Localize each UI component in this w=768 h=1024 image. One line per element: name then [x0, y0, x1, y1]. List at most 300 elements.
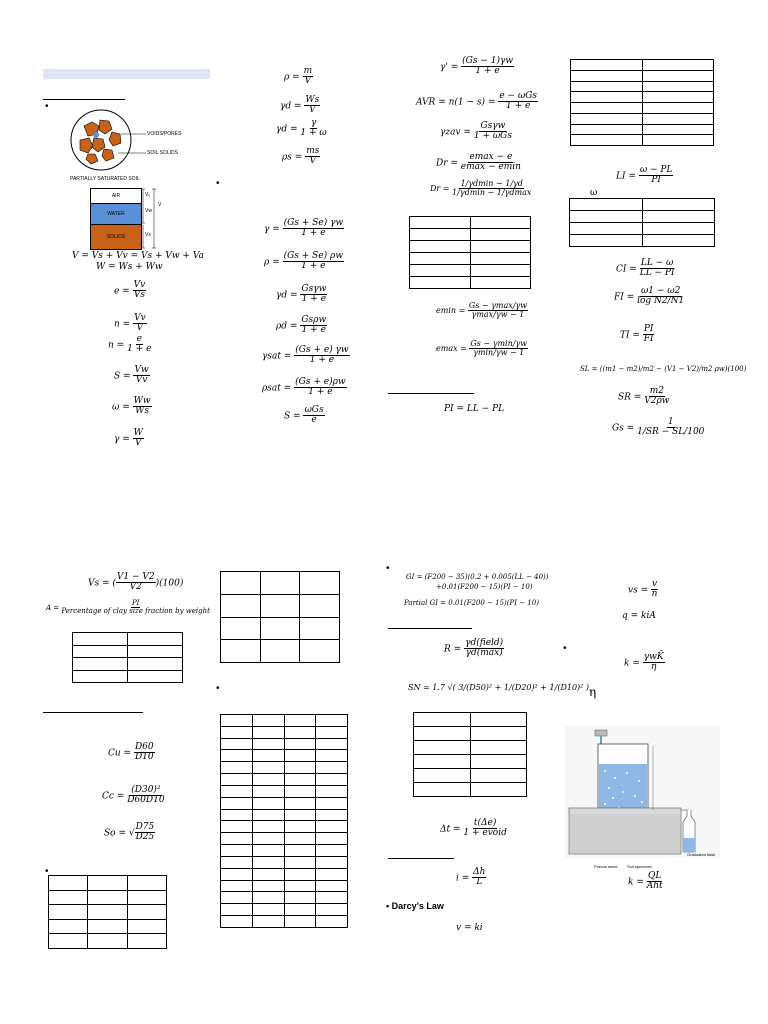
solids-phase-label: SOLIDS [106, 234, 126, 240]
air-label: AIR [111, 193, 121, 199]
table-cell [470, 277, 531, 289]
eq-porosity-e: n = $\frac{e}{1 + e}$ [108, 334, 152, 355]
eq-relative-density-2: Dr = 1/γdmin − 1/γd 1/γdmin − 1/γdmax [430, 179, 532, 198]
table-cell [642, 60, 714, 71]
table-cell [221, 845, 253, 857]
table-cell [221, 785, 253, 797]
eq-gamma-se: γ = $\frac{(Gs + Se) \gamma w}{1 + e}$ [264, 218, 344, 239]
table-cell [88, 876, 127, 891]
eq-shrinkage-vs: Vs = ( $\frac{V1 - V2}{V2}$ )(100) [88, 572, 184, 593]
table-cell [470, 741, 527, 755]
eq-solid-density: ρs = $\frac{ms}{V}$ [282, 146, 320, 167]
eq-relative-density: Dr = emax − e emax − emin [436, 152, 521, 173]
table-cell [316, 845, 348, 857]
table-cell [284, 726, 316, 738]
table-cell [221, 821, 253, 833]
table-cell [571, 124, 643, 135]
table-cell [284, 715, 316, 727]
eta-label: η [589, 685, 597, 699]
table-row [49, 876, 167, 891]
eq-relative-compaction: R = γd(field) γd(max) [444, 638, 504, 659]
table-row [221, 572, 340, 595]
table-cell [470, 229, 531, 241]
table-row [221, 821, 348, 833]
table-row [221, 785, 348, 797]
table-cell [470, 755, 527, 769]
table-row [410, 277, 531, 289]
table-cell [252, 821, 284, 833]
eq-delta-t: Δt = t(Δe) 1 + evoid [440, 818, 507, 839]
table-cell [128, 670, 183, 683]
table-cell [414, 783, 471, 797]
table-cell [470, 241, 531, 253]
table-row [221, 738, 348, 750]
table-cell [316, 821, 348, 833]
table-cell [642, 92, 714, 103]
table-row [414, 755, 527, 769]
eq-density: ρ = $\frac{m}{V}$ [284, 66, 313, 87]
table-cell [127, 934, 166, 949]
table-cell [642, 199, 715, 211]
table-row [414, 769, 527, 783]
table-row [571, 70, 714, 81]
table-cell [284, 833, 316, 845]
table-cell [252, 762, 284, 774]
eq-dry-unit-weight: γd = $\frac{Ws}{V}$ [280, 95, 320, 116]
table-c2a [220, 571, 340, 663]
vw-label: Vw [145, 208, 152, 214]
table-row [221, 750, 348, 762]
table-cell [316, 856, 348, 868]
table-row [221, 892, 348, 904]
table-cell [252, 856, 284, 868]
table-cell [642, 70, 714, 81]
table-row [221, 845, 348, 857]
table-cell [316, 880, 348, 892]
eq-specific-gravity: Gs = $\frac{1}{1/SR - SL/100}$ [612, 417, 705, 438]
table-cell [571, 135, 643, 146]
table-c3a [409, 216, 531, 289]
eq-partial-gi: Partial GI = 0.01(F200 − 15)(PI − 10) [404, 599, 539, 607]
table-cell [221, 868, 253, 880]
table-cell [49, 876, 88, 891]
vv-label: Vᵥ [145, 192, 150, 198]
table-cell [284, 904, 316, 916]
eq-liquidity-index: LI = $\frac{\omega - PL}{PI}$ [616, 165, 673, 186]
table-cell [470, 265, 531, 277]
eq-permeability-constant-head: k = QL Aht [628, 871, 663, 892]
table-cell [221, 809, 253, 821]
table-cell [316, 726, 348, 738]
table-row [414, 783, 527, 797]
table-cell [73, 658, 128, 671]
eq-flow-index: FI = $\frac{\omega 1 - \omega 2}{\text{log N2/N1}}$ [614, 286, 685, 307]
table-c4b [569, 198, 715, 247]
table-row [221, 715, 348, 727]
eq-seepage-velocity: vs = $\frac{v}{n}$ [628, 579, 658, 600]
table-cell [260, 640, 300, 663]
table-cell [571, 103, 643, 114]
eq-volume: V = Vs + Vv = Vs + Vw + Va [72, 251, 204, 261]
table-cell [252, 797, 284, 809]
table-c1b [48, 875, 167, 949]
table-cell [410, 229, 471, 241]
table-cell [221, 640, 261, 663]
eq-rho-sat: ρsat = $\frac{(Gs + e)\rho w}{1 + e}$ [262, 377, 346, 398]
table-cell [410, 265, 471, 277]
eq-activity: A = PI Percentage of clay size fraction by weight [46, 599, 210, 616]
table-cell [571, 113, 643, 124]
table-cell [470, 217, 531, 229]
eq-se: S = ωGs e [284, 405, 324, 426]
eq-gamma-sat: γsat = $\frac{(Gs + e) \gamma w}{1 + e}$ [262, 345, 349, 366]
table-row [221, 880, 348, 892]
table-cell [128, 645, 183, 658]
table-cell [284, 774, 316, 786]
table-cell [410, 253, 471, 265]
table-cell [260, 572, 300, 595]
table-cell [410, 217, 471, 229]
table-cell [284, 750, 316, 762]
table-cell [252, 833, 284, 845]
table-row [73, 658, 183, 671]
phase-solids [91, 225, 141, 249]
eq-gamma-zav: γzav = Gsγw 1 + ωGs [440, 121, 512, 142]
eq-shrinkage-ratio: SR = $\frac{m2}{V2\rho w}$ [618, 386, 670, 407]
table-cell [642, 211, 715, 223]
table-cell [73, 633, 128, 646]
table-cell [284, 797, 316, 809]
table-cell [127, 905, 166, 920]
table-row [410, 241, 531, 253]
section-rule [388, 628, 472, 629]
table-cell [284, 821, 316, 833]
table-row [221, 856, 348, 868]
table-cell [316, 916, 348, 928]
table-cell [252, 785, 284, 797]
table-cell [284, 892, 316, 904]
table-c2b [220, 714, 348, 928]
table-row [49, 890, 167, 905]
table-row [414, 741, 527, 755]
table-cell [260, 594, 300, 617]
vs-label: Vs [145, 232, 151, 238]
eq-avr: AVR = n(1 − s) = e − ωGs 1 + e [416, 91, 538, 112]
table-cell [221, 762, 253, 774]
eq-water-content: ω = $\frac{Ww}{Ws}$ [112, 396, 151, 417]
table-cell [316, 892, 348, 904]
table-cell [316, 774, 348, 786]
water-label: WATER [107, 211, 125, 217]
legend-soil-specimen: Soil specimen [627, 864, 652, 869]
table-cell [316, 904, 348, 916]
table-cell [300, 572, 340, 595]
table-cell [221, 916, 253, 928]
bullet: • [45, 866, 49, 877]
table-cell [642, 223, 715, 235]
table-row [221, 904, 348, 916]
table-cell [49, 919, 88, 934]
table-cell [73, 670, 128, 683]
bullet: • [386, 563, 390, 574]
solids-label: SOIL SOLIDS [147, 150, 178, 156]
table-cell [571, 81, 643, 92]
table-row [221, 833, 348, 845]
legend-porous-stone: Porous stone [594, 864, 618, 869]
table-cell [571, 92, 643, 103]
table-cell [300, 640, 340, 663]
table-cell [49, 934, 88, 949]
table-row [73, 633, 183, 646]
eq-toughness-index: TI = $\frac{PI}{FI}$ [620, 324, 654, 345]
table-row [221, 868, 348, 880]
table-cell [284, 845, 316, 857]
eq-darcy: v = ki [456, 923, 483, 933]
table-cell [221, 797, 253, 809]
eq-consistency-index: CI = $\frac{LL - \omega}{LL - PI}$ [616, 258, 675, 279]
table-cell [221, 880, 253, 892]
table-cell [470, 769, 527, 783]
table-cell [414, 713, 471, 727]
table-cell [73, 645, 128, 658]
table-cell [414, 727, 471, 741]
table-row [571, 113, 714, 124]
table-cell [570, 211, 643, 223]
table-row [410, 253, 531, 265]
table-cell [414, 741, 471, 755]
table-row [570, 235, 715, 247]
table-cell [284, 762, 316, 774]
soil-phase-diagram [66, 108, 196, 186]
graduated-flask-label: Graduated flask [687, 852, 716, 857]
table-cell [570, 223, 643, 235]
darcy-heading: • Darcy's Law [386, 901, 444, 911]
table-row [571, 103, 714, 114]
table-cell [571, 60, 643, 71]
eq-gamma-d: γd = Gsγw 1 + e [276, 284, 327, 305]
v-label: V [158, 202, 162, 208]
table-row [410, 265, 531, 277]
table-cell [221, 617, 261, 640]
eq-weight: W = Ws + Ww [96, 262, 163, 272]
bullet: • [216, 683, 220, 694]
table-cell [221, 774, 253, 786]
table-cell [300, 594, 340, 617]
eq-saturation: S = $\frac{Vw}{Vv}$ [114, 365, 149, 386]
table-cell [284, 738, 316, 750]
table-cell [252, 880, 284, 892]
table-cell [88, 890, 127, 905]
table-cell [221, 572, 261, 595]
section-rule [43, 712, 143, 713]
table-cell [410, 241, 471, 253]
table-row [221, 809, 348, 821]
table-cell [221, 594, 261, 617]
table-row [221, 594, 340, 617]
table-c3b [413, 712, 527, 797]
table-cell [252, 916, 284, 928]
table-cell [88, 905, 127, 920]
eq-plasticity-index: PI = LL − PL [444, 404, 505, 414]
table-row [414, 713, 527, 727]
table-cell [252, 750, 284, 762]
eq-permeability: k = γwK̄ η [624, 652, 664, 673]
phase-water [91, 204, 141, 225]
eq-rho-d: ρd = Gsρw 1 + e [276, 315, 327, 336]
table-cell [284, 868, 316, 880]
table-cell [49, 890, 88, 905]
table-cell [470, 713, 527, 727]
table-cell [470, 783, 527, 797]
table-cell [284, 916, 316, 928]
table-cell [221, 892, 253, 904]
table-cell [284, 856, 316, 868]
table-row [410, 217, 531, 229]
eq-group-index-2: +0.01(F200 − 15)(PI − 10) [436, 583, 533, 591]
table-row [571, 81, 714, 92]
table-cell [252, 715, 284, 727]
table-cell [284, 809, 316, 821]
table-cell [316, 738, 348, 750]
table-cell [642, 113, 714, 124]
eq-flow-rate: q = kiA [622, 611, 656, 621]
eq-void-ratio: e = $\frac{Vv}{Vs}$ [114, 280, 146, 301]
table-cell [128, 658, 183, 671]
permeameter-figure [565, 726, 720, 858]
diagram-caption: PARTIALLY SATURATED SOIL [70, 176, 140, 182]
table-row [221, 774, 348, 786]
table-cell [642, 124, 714, 135]
table-row [571, 124, 714, 135]
section-rule [43, 99, 125, 100]
table-cell [316, 785, 348, 797]
table-cell [300, 617, 340, 640]
table-cell [221, 738, 253, 750]
table-cell [316, 868, 348, 880]
table-cell [252, 738, 284, 750]
table-cell [260, 617, 300, 640]
eq-dry-unit-weight-2: γd = $\frac{\gamma}{1 + \omega}$ [276, 118, 327, 139]
table-cell [571, 70, 643, 81]
table-cell [128, 633, 183, 646]
table-cell [470, 727, 527, 741]
table-row [414, 727, 527, 741]
table-cell [570, 235, 643, 247]
table-cell [642, 135, 714, 146]
eq-emin: emin = Gs − γmax/γw γmax/γw − 1 [436, 301, 528, 320]
eq-so: So = √ $\frac{D75}{D25}$ [104, 822, 155, 843]
table-cell [316, 797, 348, 809]
voids-label: VOIDS/PORES [147, 131, 182, 137]
table-cell [221, 715, 253, 727]
table-row [221, 797, 348, 809]
table-row [221, 617, 340, 640]
eq-shrinkage-limit: SL = ((m1 − m2)/m2 − (V1 − V2)/m2 ρw)(100) [580, 365, 747, 373]
phase-block [90, 188, 142, 250]
phase-air [91, 189, 141, 204]
table-cell [316, 762, 348, 774]
bullet: • [45, 101, 49, 112]
table-cell [252, 904, 284, 916]
table-row [49, 919, 167, 934]
table-cell [470, 253, 531, 265]
eq-rho-se: ρ = $\frac{(Gs + Se) \rho w}{1 + e}$ [264, 251, 344, 272]
table-row [570, 223, 715, 235]
highlight-bar [43, 69, 210, 79]
table-cell [284, 880, 316, 892]
eq-porosity: n = $\frac{Vv}{V}$ [114, 313, 146, 334]
table-cell [127, 919, 166, 934]
table-cell [252, 726, 284, 738]
eq-suitability-number: SN = 1.7 √( 3/(D50)² + 1/(D20)² + 1/(D10)² ) [408, 683, 590, 692]
bullet: • [216, 178, 220, 189]
eq-cc: Cc = $\frac{\text{(D30)²}}{D60D10}$ [102, 785, 165, 806]
eq-unit-weight: γ = $\frac{W}{V}$ [114, 428, 143, 449]
table-cell [252, 809, 284, 821]
table-row [221, 762, 348, 774]
table-row [49, 934, 167, 949]
table-row [49, 905, 167, 920]
table-c1a [72, 632, 183, 683]
table-row [571, 60, 714, 71]
table-row [221, 640, 340, 663]
table-cell [252, 892, 284, 904]
table-cell [316, 809, 348, 821]
table-cell [221, 856, 253, 868]
table-cell [88, 934, 127, 949]
table-row [73, 670, 183, 683]
table-cell [414, 769, 471, 783]
table-row [570, 211, 715, 223]
table-row [221, 726, 348, 738]
table-cell [642, 235, 715, 247]
eq-emax: emax = Gs − γmin/γw γmin/γw − 1 [436, 339, 528, 358]
table-row [410, 229, 531, 241]
table-c4a [570, 59, 714, 146]
bullet: • [563, 643, 567, 654]
table-cell [316, 715, 348, 727]
table-cell [284, 785, 316, 797]
table-cell [252, 868, 284, 880]
omega-label: ω [590, 188, 598, 198]
table-cell [642, 81, 714, 92]
table-cell [49, 905, 88, 920]
table-cell [252, 774, 284, 786]
table-cell [221, 904, 253, 916]
table-row [221, 916, 348, 928]
table-cell [221, 726, 253, 738]
table-row [73, 645, 183, 658]
table-row [571, 135, 714, 146]
table-cell [221, 833, 253, 845]
table-cell [570, 199, 643, 211]
table-cell [642, 103, 714, 114]
table-row [571, 92, 714, 103]
section-rule [388, 393, 474, 394]
table-cell [414, 755, 471, 769]
table-cell [127, 890, 166, 905]
table-cell [316, 750, 348, 762]
section-rule [388, 858, 454, 859]
table-row [570, 199, 715, 211]
eq-group-index-1: GI = (F200 − 35)(0.2 + 0.005(LL − 40)) [406, 573, 549, 581]
table-cell [316, 833, 348, 845]
table-cell [252, 845, 284, 857]
table-cell [221, 750, 253, 762]
eq-hydraulic-gradient: i = $\frac{\Delta h}{L}$ [456, 867, 486, 888]
table-cell [88, 919, 127, 934]
table-cell [410, 277, 471, 289]
